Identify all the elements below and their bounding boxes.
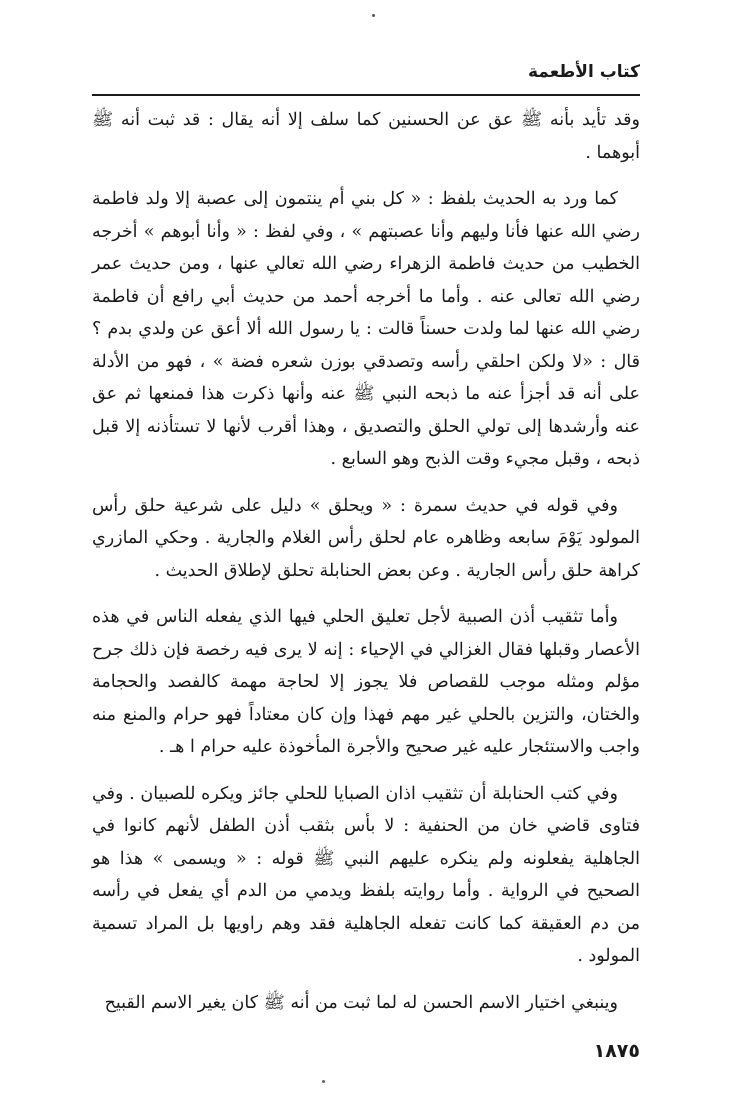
bottom-speck <box>322 1080 325 1083</box>
page-number: ١٨٧٥ <box>593 1040 640 1062</box>
paragraph-4: وأما تثقيب أذن الصبية لأجل تعليق الحلي فيها الذي يفعله الناس في هذه الأعصار وقبلها فقال الغزالي في الإحياء : إنه لا يرى فيه رخصة فإن ذلك جرح مؤلم ومثله موجب للقصاص فلا يجوز إلا لحاجة مهمة كالفصد والحجامة والختان، والتزين بالحلي غير مهم فهذا وإن كان معتاداً فهو حرام والمنع منه واجب والاستئجار عليه غير صحيح والأجرة المأخوذة عليه حرام ا هـ . <box>92 607 640 757</box>
paragraph-3: وفي قوله في حديث سمرة : « ويحلق » دليل على شرعية حلق رأس المولود يَوْمَ سابعه وظاهره عام لحلق رأس الغلام والجارية . وحكي المازري كراهة حلق رأس الجارية . وعن بعض الحنابلة تحلق لإطلاق الحديث . <box>92 495 640 581</box>
paragraph-2: كما ورد به الحديث بلفظ : « كل بني أم ينتمون إلى عصبة إلا ولد فاطمة رضي الله عنها فأنا وليهم وأنا عصبتهم » ، وفي لفظ : « وأنا أبوهم » أخرجه الخطيب من حديث فاطمة الزهراء رضي الله تعالي عنها ، ومن حديث عمر رضي الله تعالى عنه . وأما ما أخرجه أحمد من حديث أبي رافع أن فاطمة رضي الله عنها لما ولدت حسناً قالت : يا رسول الله ألا أعق عن ولدي بدم ؟ قال : «لا ولكن احلقي رأسه وتصدقي بوزن شعره فضة » ، فهو من الأدلة على أنه قد أجزأ عنه ما ذبحه النبي ﷺ عنه وأنها ذكرت هذا فمنعها ثم عق عنه وأرشدها إلى تولي الحلق والتصديق ، وهذا أقرب لأنها لا تستأذنه إلا قبل ذبحه ، وقبل مجيء وقت الذبح وهو السابع . <box>92 189 640 469</box>
main-text <box>92 104 640 1019</box>
header-title: كتاب الأطعمة <box>527 62 640 82</box>
running-header <box>92 60 640 96</box>
top-speck <box>372 14 375 17</box>
paragraph-5: وفي كتب الحنابلة أن تثقيب اذان الصبايا للحلي جائز ويكره للصبيان . وفي فتاوى قاضي خان من الحنفية : لا بأس بثقب أذن الطفل لأنهم كانوا في الجاهلية يفعلونه ولم ينكره عليهم النبي ﷺ قوله : « ويسمى » هذا هو الصحيح في الرواية . وأما روايته بلفظ ويدمي من الدم أي يفعل في رأسه من دم العقيقة كما كانت تفعله الجاهلية فقد وهم راويها بل المراد تسمية المولود . <box>92 783 640 966</box>
paragraph-6: وينبغي اختيار الاسم الحسن له لما ثبت من أنه ﷺ كان يغير الاسم القبيح <box>104 992 618 1013</box>
paragraph-1: وقد تأيد بأنه ﷺ عق عن الحسنين كما سلف إلا أنه يقال : قد ثبت أنه ﷺ أبوهما . <box>92 110 640 163</box>
